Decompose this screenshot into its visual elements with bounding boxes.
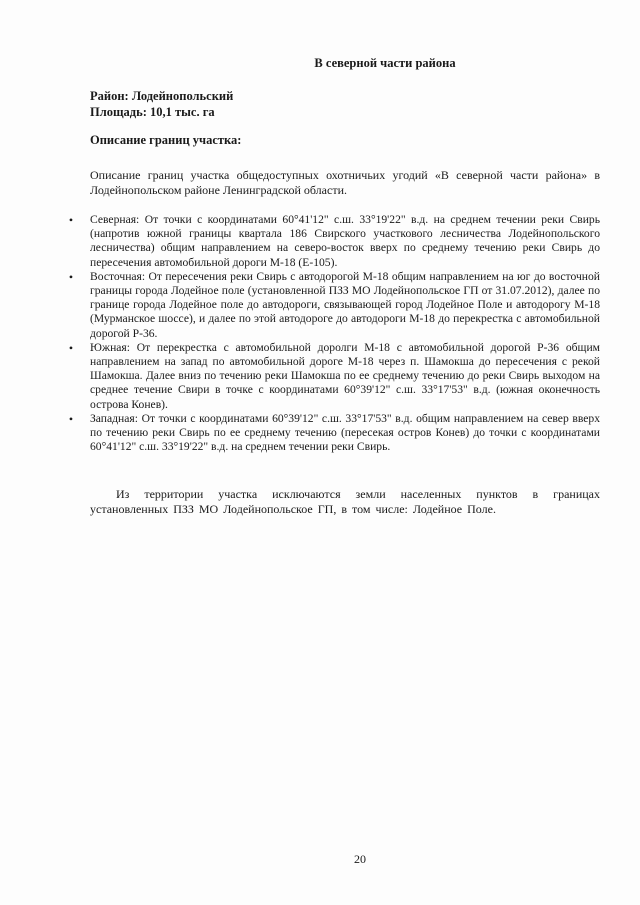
bullet-icon: •	[68, 411, 74, 426]
page-number: 20	[354, 852, 366, 866]
bullet-icon: •	[68, 269, 74, 284]
document-title: В северной части района	[314, 56, 456, 70]
border-item-south	[66, 341, 600, 412]
exclusion-paragraph: Из территории участка исключаются земли населенных пунктов в границах установленных ПЗЗ МО Лодейнопольское ГП, в том числе: Лодейное Поле.	[90, 487, 600, 516]
bullet-icon: •	[68, 213, 74, 227]
border-text: Западная: От точки с координатами 60°39'12" с.ш. 33°17'53" в.д. общим направлением на север вверх по течению реки Свирь по ее среднему течению (пересекая остров Конев) до точки с координатами 60°41'12" с.ш. 33°19'22" в.д. на среднем течении реки Свирь.	[90, 411, 600, 454]
intro-paragraph: Описание границ участка общедоступных охотничьих угодий «В северной части района» в Лодейнопольском районе Ленинградской области.	[90, 168, 600, 197]
border-item-north	[66, 213, 600, 270]
plot-meta	[90, 88, 233, 120]
border-text: Восточная: От пересечения реки Свирь с автодорогой М-18 общим направлением на юг до восточной границы города Лодейное поле (установленной ПЗЗ МО Лодейнопольское ГП от 31.07.2012), далее по границе города Лодейное поле до автодороги, связывающей город Лодейное Поле и автодорогу М-18 (Мурманское шоссе), и далее по этой автодороге до автодороги М-18 до перекрестка с автомобильной дорогой Р-36.	[90, 269, 600, 340]
border-item-west	[66, 412, 600, 455]
borders-list	[66, 213, 600, 454]
region-line: Район: Лодейнопольский	[90, 89, 234, 103]
bullet-icon: •	[68, 340, 74, 355]
border-text: Южная: От перекрестка с автомобильной доролги М-18 с автомобильной дорогой Р-36 общим направлением на запад по автомобильной дороге М-18 через п. Шамокша до пересечения с рекой Шамокша. Далее вниз по течению реки Шамокша по ее среднему течению до реки Свирь выходом на среднее течение Свири в точке с координатами 60°39'12" с.ш. 33°17'53" в.д. (южная оконечность острова Конев).	[90, 340, 600, 411]
border-text: Северная: От точки с координатами 60°41'12" с.ш. 33°19'22" в.д. на среднем течении реки Свирь (напротив южной границы квартала 186 Свирского участкового лесничества Лодейнопольского лесничества) общим направлением на северо-восток вверх по среднему течению реки Свирь до пересечения автомобильной дороги М-18 (Е-105).	[90, 213, 600, 269]
area-line: Площадь: 10,1 тыс. га	[90, 105, 215, 119]
border-item-east	[66, 270, 600, 341]
section-heading: Описание границ участка:	[90, 133, 242, 147]
